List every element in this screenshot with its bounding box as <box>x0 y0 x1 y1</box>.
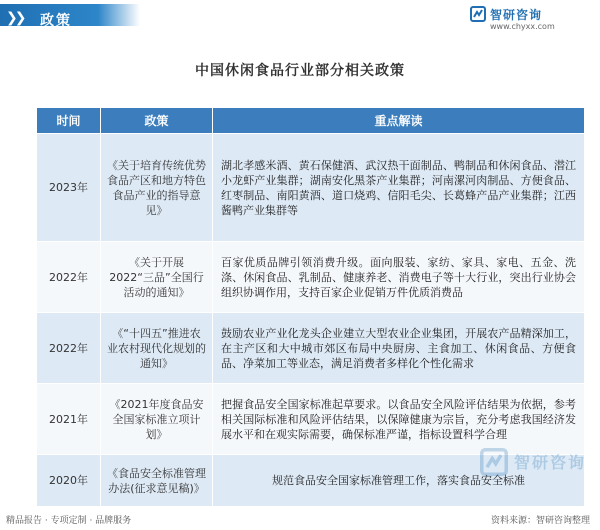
cell-focus: 湖北孝感米酒、黄石保健酒、武汉热干面制品、鸭制品和休闲食品、潜江小龙虾产业集群；湖南安化黑茶产业集群；河南漯河肉制品、方便食品、红枣制品、南阳黄酒、道口烧鸡、信阳毛尖、长葛蜂产品产业集群；江西酱鸭产业集群等 <box>213 134 585 242</box>
cell-focus: 百家优质品牌引领消费升级。面向服装、家纺、家具、家电、五金、洗涤、休闲食品、乳制品、健康养老、消费电子等十大行业，突出行业协会组织协调作用，支持百家企业促销万件优质消费品 <box>213 242 585 313</box>
cell-policy: 《2021年度食品安全国家标准立项计划》 <box>101 384 213 455</box>
cell-year: 2021年 <box>37 384 101 455</box>
table-row <box>37 242 585 313</box>
cell-focus: 规范食品安全国家标准管理工作，落实食品安全标准 <box>213 455 585 507</box>
table-row <box>37 313 585 384</box>
cell-policy: 《食品安全标准管理办法(征求意见稿)》 <box>101 455 213 507</box>
cell-policy: 《关于开展2022“三品”全国行活动的通知》 <box>101 242 213 313</box>
cell-focus: 鼓励农业产业化龙头企业建立大型农业企业集团，开展农产品精深加工，在主产区和大中城市郊区布局中央厨房、主食加工、休闲食品、方便食品、净菜加工等业态，满足消费者多样化个性化需求 <box>213 313 585 384</box>
top-header <box>0 0 600 36</box>
brand-mark-icon <box>470 6 486 22</box>
watermark-name: 智研咨询 <box>514 453 587 472</box>
cell-policy: 《关于培育传统优势食品产区和地方特色食品产业的指导意见》 <box>101 134 213 242</box>
cell-policy: 《“十四五”推进农业农村现代化规划的通知》 <box>101 313 213 384</box>
table-row <box>37 134 585 242</box>
section-banner <box>0 4 140 29</box>
footer-tagline: 精品报告 · 专项定制 · 品牌服务 <box>6 516 132 526</box>
cell-year: 2022年 <box>37 242 101 313</box>
watermark-logo <box>480 448 590 480</box>
brand-name: 智研咨询 <box>490 8 543 22</box>
column-header-policy: 政策 <box>101 108 213 134</box>
column-header-focus: 重点解读 <box>213 108 585 134</box>
brand-mark-icon <box>480 448 508 476</box>
brand-url: www.chyxx.com <box>490 22 555 31</box>
page-title: 中国休闲食品行业部分相关政策 <box>195 63 405 79</box>
column-header-time: 时间 <box>37 108 101 134</box>
footer-source: 资料来源：智研咨询整理 <box>490 516 590 526</box>
cell-year: 2023年 <box>37 134 101 242</box>
cell-year: 2020年 <box>37 455 101 507</box>
double-chevron-icon: ❯❯ <box>6 10 24 26</box>
footer <box>0 510 600 530</box>
table-row <box>37 384 585 455</box>
cell-year: 2022年 <box>37 313 101 384</box>
table-header-row <box>37 108 585 134</box>
section-title: 政策 <box>40 13 72 29</box>
cell-focus: 把握食品安全国家标准起草要求。以食品安全风险评估结果为依据，参考相关国际标准和风险评估结果，以保障健康为宗旨，充分考虑我国经济发展水平和在观实际需要，确保标准严谨，指标设置科学合理 <box>213 384 585 455</box>
brand-logo <box>470 4 590 34</box>
policy-table <box>36 107 585 507</box>
